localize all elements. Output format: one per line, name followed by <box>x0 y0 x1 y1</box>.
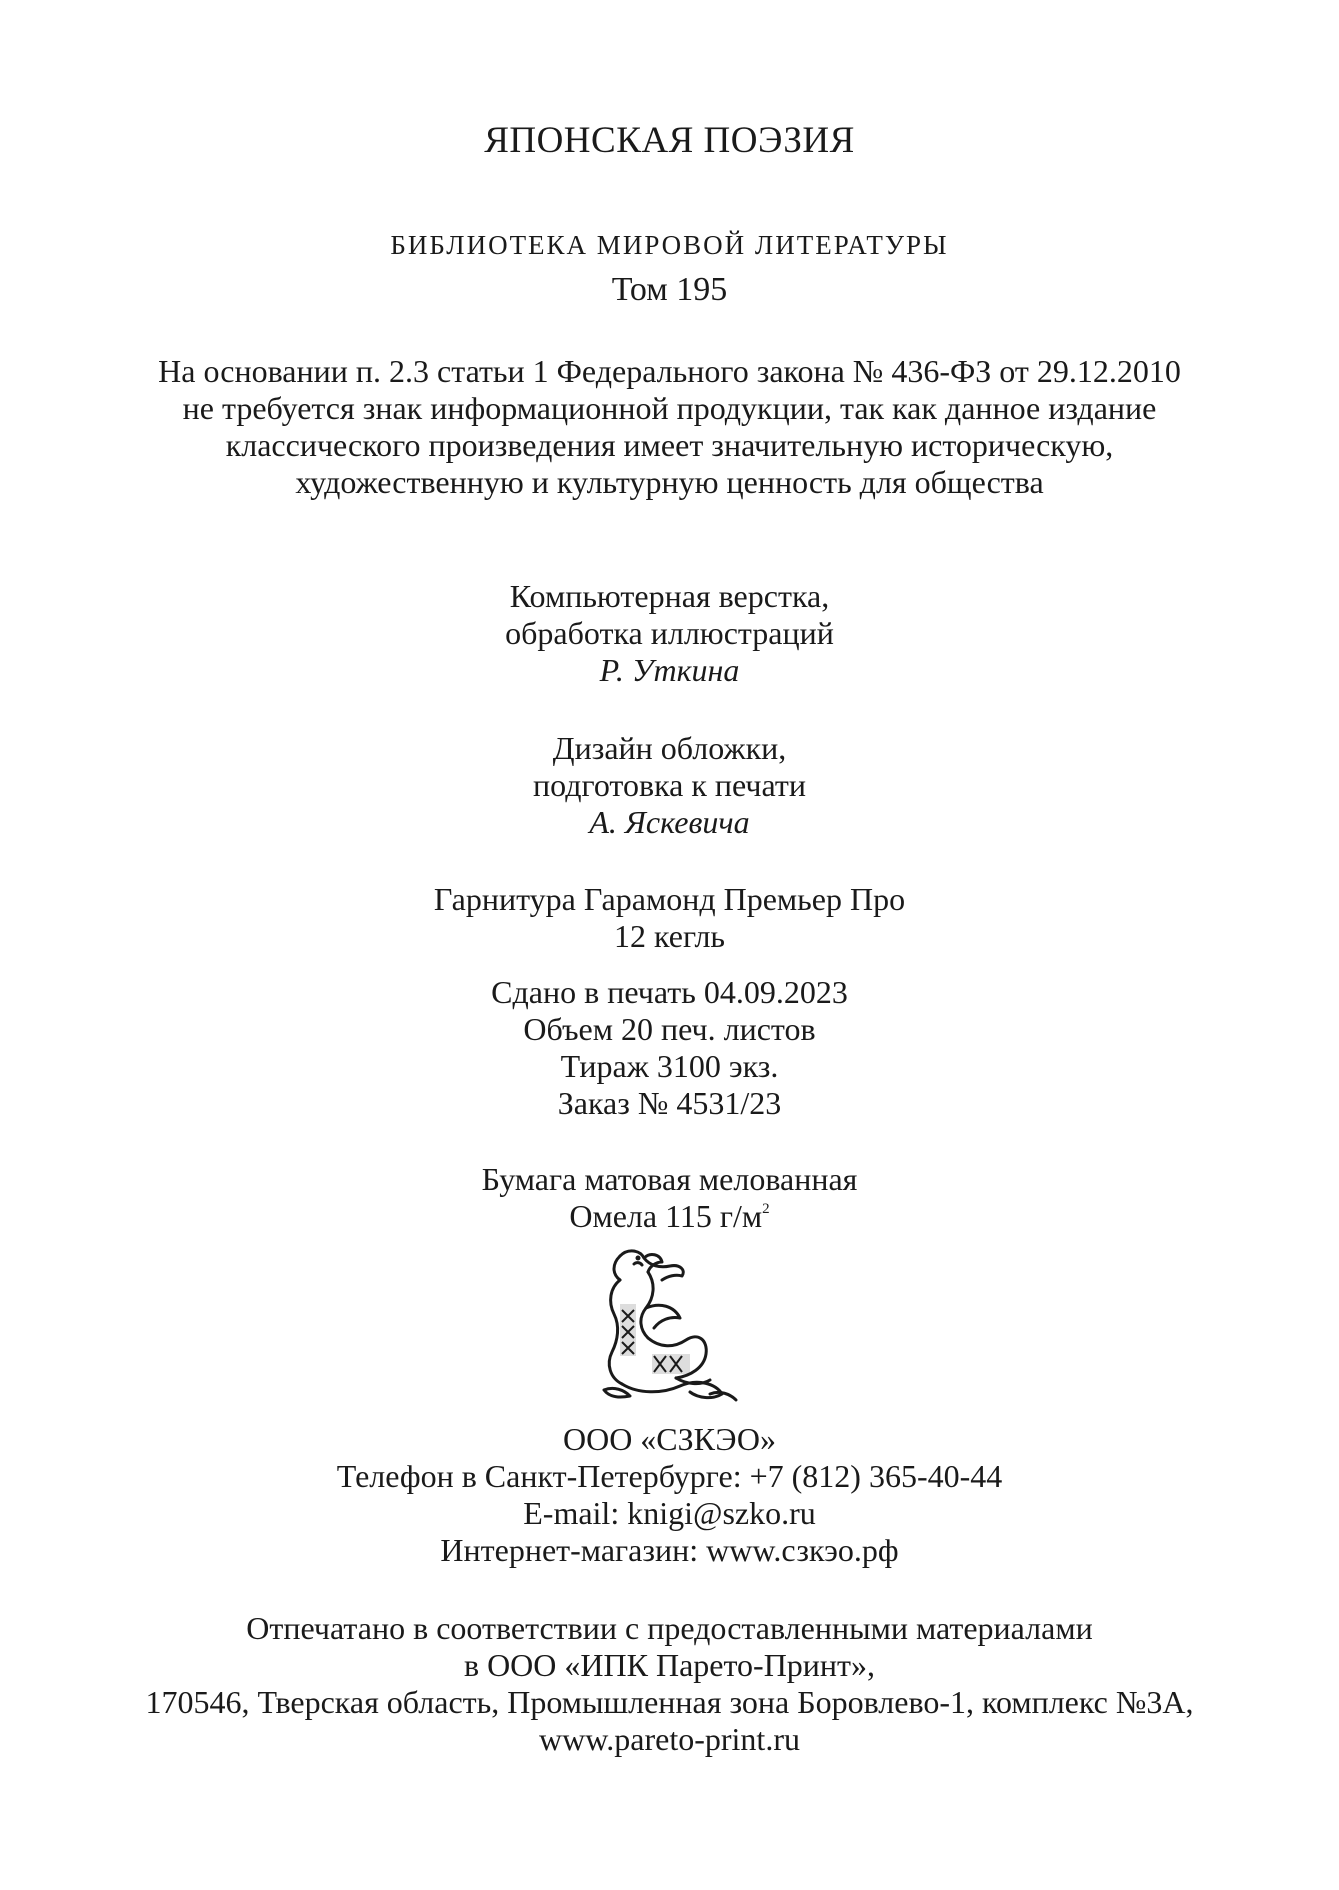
volume-sheets: Объем 20 печ. листов <box>523 1011 816 1047</box>
publisher-shop[interactable]: Интернет-магазин: www.сзкэо.рф <box>440 1532 899 1568</box>
printer-address: 170546, Тверская область, Промышленная зона Боровлево-1, комплекс №3А, <box>145 1684 1194 1720</box>
paper-grade <box>0 1197 1339 1235</box>
layout-role-line: Компьютерная верстка, <box>509 578 830 614</box>
printer-website[interactable]: www.pareto-print.ru <box>539 1721 800 1757</box>
printer-line: Отпечатано в соответствии с предоставленными материалами <box>246 1610 1093 1646</box>
layout-person: Р. Уткина <box>599 652 740 688</box>
legal-notice-line: не требуется знак информационной продукции, так как данное издание <box>182 390 1157 426</box>
paper-grade-text: Омела 115 г/м <box>569 1198 763 1234</box>
layout-role-line: обработка иллюстраций <box>505 615 834 651</box>
type-size-line: 12 кегль <box>613 918 725 954</box>
volume-number: Том 195 <box>611 271 728 308</box>
series-name: БИБЛИОТЕКА МИРОВОЙ ЛИТЕРАТУРЫ <box>390 230 949 260</box>
legal-notice-line: художественную и культурную ценность для общества <box>295 464 1044 500</box>
book-title: ЯПОНСКАЯ ПОЭЗИЯ <box>484 120 855 161</box>
legal-notice-line: На основании п. 2.3 статьи 1 Федерального закона № 436-ФЗ от 29.12.2010 <box>158 353 1181 389</box>
legal-notice-line: классического произведения имеет значительную историческую, <box>225 427 1114 463</box>
dragon-emblem-icon <box>590 1244 750 1406</box>
cover-person: А. Яскевича <box>589 804 750 840</box>
cover-role-line: Дизайн обложки, <box>552 730 787 766</box>
sent-to-print: Сдано в печать 04.09.2023 <box>491 974 848 1010</box>
cover-role-line: подготовка к печати <box>533 767 806 803</box>
publisher-name: ООО «СЗКЭО» <box>562 1421 777 1457</box>
print-run: Тираж 3100 экз. <box>560 1048 779 1084</box>
typeface-line: Гарнитура Гарамонд Премьер Про <box>433 881 906 917</box>
publisher-phone: Телефон в Санкт-Петербурге: +7 (812) 365-40-44 <box>336 1458 1003 1494</box>
publisher-email[interactable]: E-mail: knigi@szko.ru <box>523 1495 816 1531</box>
paper-type: Бумага матовая мелованная <box>481 1161 858 1197</box>
paper-unit-superscript: 2 <box>762 1201 770 1217</box>
printer-line: в ООО «ИПК Парето-Принт», <box>463 1647 876 1683</box>
order-number: Заказ № 4531/23 <box>557 1085 782 1121</box>
